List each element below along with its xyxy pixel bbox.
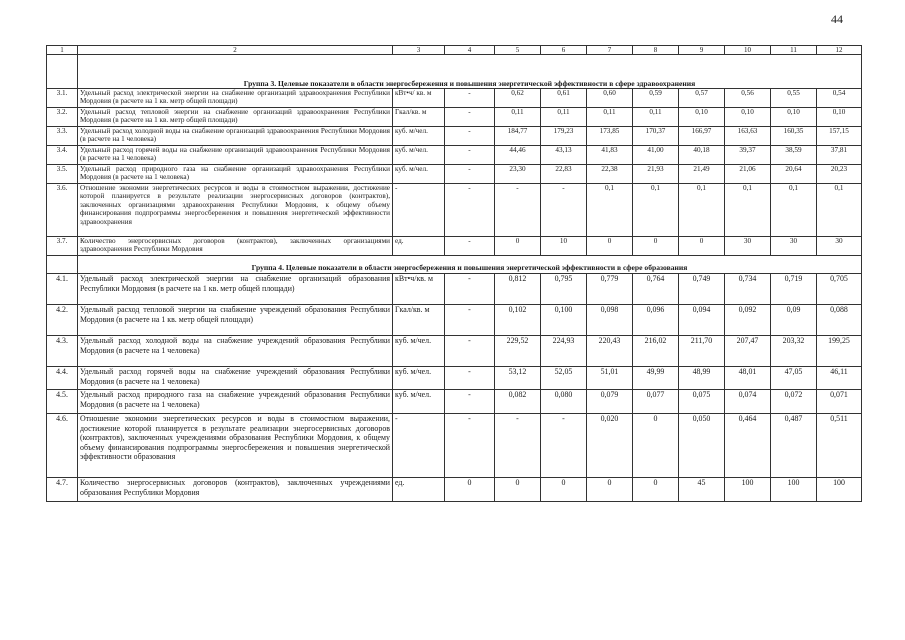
year-value: 0,734 <box>725 274 771 305</box>
year-value: 0,1 <box>771 184 817 237</box>
base-value: 0 <box>445 478 495 502</box>
year-value: 0,088 <box>817 305 862 336</box>
base-value: - <box>445 237 495 256</box>
row-number: 4.3. <box>47 336 78 367</box>
row-number: 4.1. <box>47 274 78 305</box>
year-value: 30 <box>771 237 817 256</box>
indicator-description: Количество энергосервисных договоров (контрактов), заключенных учреждениями образования Республики Мордовия <box>78 478 393 502</box>
year-value: 39,37 <box>725 146 771 165</box>
indicator-description: Удельный расход горячей воды на снабжение организаций здравоохранения Республики Мордовия (в расчете на 1 человека) <box>78 146 393 165</box>
year-value: 21,93 <box>633 165 679 184</box>
indicator-description: Удельный расход природного газа на снабжение организаций здравоохранения Республики Мордовия (в расчете на 1 человека) <box>78 165 393 184</box>
year-value: 0 <box>587 478 633 502</box>
year-value: 20,23 <box>817 165 862 184</box>
indicator-description: Удельный расход тепловой энергии на снабжение организаций здравоохранения Республики Мордовия (в расчете на 1 кв. метр общей площади) <box>78 108 393 127</box>
unit-of-measure: кВт•ч/кв. м <box>393 274 445 305</box>
year-value: 0,1 <box>817 184 862 237</box>
year-value: 0,60 <box>587 89 633 108</box>
indicator-description: Отношение экономии энергетических ресурсов и воды в стоимостном выражении, достижение которой планируется в результате реализации энергосервисных договоров (контрактов), заключенных учреждениями образования Республики Мордовия, к общему объему финансирования подпрограммы энергосбережения и повышения энергетической эффективности образования <box>78 414 393 478</box>
year-value: 0,749 <box>679 274 725 305</box>
indicator-description: Количество энергосервисных договоров (контрактов), заключенных организациями здравоохранения Республики Мордовия <box>78 237 393 256</box>
column-number: 2 <box>78 46 393 55</box>
column-number: 9 <box>679 46 725 55</box>
group-title: Группа 3. Целевые показатели в области энергосбережения и повышения энергетической эффективности в сфере здравоохранения <box>78 55 862 89</box>
year-value: 22,38 <box>587 165 633 184</box>
year-value: 0,719 <box>771 274 817 305</box>
year-value: 179,23 <box>541 127 587 146</box>
year-value: 100 <box>817 478 862 502</box>
indicator-description: Удельный расход холодной воды на снабжение учреждений образования Республики Мордовия (в расчете на 1 человека) <box>78 336 393 367</box>
year-value: 0,020 <box>587 414 633 478</box>
year-value: 0,11 <box>541 108 587 127</box>
year-value: - <box>541 184 587 237</box>
column-number: 1 <box>47 46 78 55</box>
table-row <box>47 184 862 237</box>
indicator-description: Удельный расход электрической энергии на снабжение организаций здравоохранения Республики Мордовия (в расчете на 1 кв. метр общей площади) <box>78 89 393 108</box>
table-row <box>47 414 862 478</box>
year-value: 0,10 <box>725 108 771 127</box>
group-title-row <box>47 55 862 89</box>
column-number: 4 <box>445 46 495 55</box>
row-number: 4.4. <box>47 367 78 390</box>
column-number: 3 <box>393 46 445 55</box>
year-value: 30 <box>817 237 862 256</box>
year-value: 22,83 <box>541 165 587 184</box>
year-value: 0,57 <box>679 89 725 108</box>
year-value: 224,93 <box>541 336 587 367</box>
unit-of-measure: - <box>393 414 445 478</box>
year-value: 0,071 <box>817 390 862 414</box>
year-value: 49,99 <box>633 367 679 390</box>
year-value: 0,56 <box>725 89 771 108</box>
table-row <box>47 108 862 127</box>
column-number-row <box>47 46 862 55</box>
year-value: 0,074 <box>725 390 771 414</box>
unit-of-measure: куб. м/чел. <box>393 165 445 184</box>
year-value: 21,49 <box>679 165 725 184</box>
table-row <box>47 336 862 367</box>
year-value: 0,59 <box>633 89 679 108</box>
year-value: 0,096 <box>633 305 679 336</box>
year-value: 23,30 <box>495 165 541 184</box>
table-row <box>47 274 862 305</box>
table-row <box>47 146 862 165</box>
base-value: - <box>445 274 495 305</box>
table-row <box>47 127 862 146</box>
table-row <box>47 305 862 336</box>
year-value: 41,00 <box>633 146 679 165</box>
year-value: 100 <box>771 478 817 502</box>
year-value: 0,62 <box>495 89 541 108</box>
year-value: 37,81 <box>817 146 862 165</box>
year-value: 0,812 <box>495 274 541 305</box>
year-value: 0,464 <box>725 414 771 478</box>
year-value: - <box>541 414 587 478</box>
year-value: 160,35 <box>771 127 817 146</box>
indicator-description: Удельный расход природного газа на снабжение учреждений образования Республики Мордовия (в расчете на 1 человека) <box>78 390 393 414</box>
column-number: 6 <box>541 46 587 55</box>
year-value: 46,11 <box>817 367 862 390</box>
year-value: 0 <box>541 478 587 502</box>
column-number: 8 <box>633 46 679 55</box>
base-value: - <box>445 127 495 146</box>
column-number: 12 <box>817 46 862 55</box>
row-number: 3.5. <box>47 165 78 184</box>
year-value: 0,075 <box>679 390 725 414</box>
indicator-description: Отношение экономии энергетических ресурсов и воды в стоимостном выражении, достижение которой планируется в результате реализации энергосервисных договоров (контрактов), заключенных организациями здравоохранения Республики Мордовия, к общему объему финансирования подпрограммы энергосбережения и повышения энергетической эффективности здравоохранения <box>78 184 393 237</box>
unit-of-measure: ед. <box>393 478 445 502</box>
year-value: 0,050 <box>679 414 725 478</box>
year-value: 220,43 <box>587 336 633 367</box>
group-title-row <box>47 256 862 274</box>
year-value: 0 <box>679 237 725 256</box>
year-value: - <box>495 184 541 237</box>
column-number: 7 <box>587 46 633 55</box>
unit-of-measure: кВт•ч/ кв. м <box>393 89 445 108</box>
year-value: 0,1 <box>679 184 725 237</box>
row-number: 3.4. <box>47 146 78 165</box>
year-value: 0,094 <box>679 305 725 336</box>
unit-of-measure: Гкал/кв. м <box>393 305 445 336</box>
year-value: 163,63 <box>725 127 771 146</box>
year-value: 48,01 <box>725 367 771 390</box>
year-value: 0,079 <box>587 390 633 414</box>
year-value: 0,1 <box>725 184 771 237</box>
year-value: 0,705 <box>817 274 862 305</box>
column-number: 5 <box>495 46 541 55</box>
year-value: 207,47 <box>725 336 771 367</box>
year-value: 100 <box>725 478 771 502</box>
unit-of-measure: куб. м/чел. <box>393 127 445 146</box>
year-value: 48,99 <box>679 367 725 390</box>
row-number: 3.7. <box>47 237 78 256</box>
row-number: 3.6. <box>47 184 78 237</box>
year-value: 43,13 <box>541 146 587 165</box>
table-row <box>47 165 862 184</box>
indicator-description: Удельный расход тепловой энергии на снабжение учреждений образования Республики Мордовия (в расчете на 1 кв. метр общей площади) <box>78 305 393 336</box>
year-value: 10 <box>541 237 587 256</box>
year-value: 0,10 <box>679 108 725 127</box>
column-number: 11 <box>771 46 817 55</box>
base-value: - <box>445 305 495 336</box>
group-title: Группа 4. Целевые показатели в области энергосбережения и повышения энергетической эффективности в сфере образования <box>78 256 862 274</box>
year-value: 166,97 <box>679 127 725 146</box>
year-value: 0,487 <box>771 414 817 478</box>
unit-of-measure: куб. м/чел. <box>393 336 445 367</box>
year-value: 30 <box>725 237 771 256</box>
base-value: - <box>445 89 495 108</box>
row-number: 3.1. <box>47 89 78 108</box>
row-number: 4.5. <box>47 390 78 414</box>
year-value: 0,61 <box>541 89 587 108</box>
year-value: 0,779 <box>587 274 633 305</box>
year-value: 0,54 <box>817 89 862 108</box>
row-number: 4.6. <box>47 414 78 478</box>
unit-of-measure: Гкал/кв. м <box>393 108 445 127</box>
unit-of-measure: куб. м/чел. <box>393 146 445 165</box>
year-value: 20,64 <box>771 165 817 184</box>
year-value: 0,1 <box>587 184 633 237</box>
row-number: 4.2. <box>47 305 78 336</box>
year-value: 0 <box>495 237 541 256</box>
year-value: 0,092 <box>725 305 771 336</box>
year-value: 199,25 <box>817 336 862 367</box>
year-value: 0,072 <box>771 390 817 414</box>
year-value: 0,10 <box>817 108 862 127</box>
base-value: - <box>445 108 495 127</box>
year-value: 0,077 <box>633 390 679 414</box>
column-number: 10 <box>725 46 771 55</box>
base-value: - <box>445 146 495 165</box>
year-value: 51,01 <box>587 367 633 390</box>
year-value: 0,080 <box>541 390 587 414</box>
year-value: 38,59 <box>771 146 817 165</box>
table-row <box>47 390 862 414</box>
year-value: 0,082 <box>495 390 541 414</box>
row-number: 3.3. <box>47 127 78 146</box>
year-value: 45 <box>679 478 725 502</box>
table-row <box>47 237 862 256</box>
base-value: - <box>445 336 495 367</box>
row-number: 4.7. <box>47 478 78 502</box>
year-value: 0 <box>633 237 679 256</box>
year-value: 47,05 <box>771 367 817 390</box>
page-number: 44 <box>831 12 843 26</box>
year-value: 229,52 <box>495 336 541 367</box>
indicator-description: Удельный расход холодной воды на снабжение организаций здравоохранения Республики Мордовия (в расчете на 1 человека) <box>78 127 393 146</box>
year-value: 44,46 <box>495 146 541 165</box>
indicators-table <box>46 45 862 502</box>
year-value: 0,100 <box>541 305 587 336</box>
year-value: 0,55 <box>771 89 817 108</box>
year-value: 52,05 <box>541 367 587 390</box>
year-value: 0,102 <box>495 305 541 336</box>
table-row <box>47 478 862 502</box>
indicator-description: Удельный расход электрической энергии на снабжение организаций образования Республики Мордовия (в расчете на 1 кв. метр общей площади) <box>78 274 393 305</box>
year-value: 0,09 <box>771 305 817 336</box>
unit-of-measure: - <box>393 184 445 237</box>
indicator-description: Удельный расход горячей воды на снабжение учреждений образования Республики Мордовия (в расчете на 1 человека) <box>78 367 393 390</box>
base-value: - <box>445 414 495 478</box>
year-value: 203,32 <box>771 336 817 367</box>
table-row <box>47 89 862 108</box>
year-value: 0,1 <box>633 184 679 237</box>
year-value: 0,795 <box>541 274 587 305</box>
year-value: 0 <box>495 478 541 502</box>
year-value: 0,511 <box>817 414 862 478</box>
table-row <box>47 367 862 390</box>
year-value: 0 <box>587 237 633 256</box>
year-value: 53,12 <box>495 367 541 390</box>
year-value: 0,11 <box>633 108 679 127</box>
year-value: 41,83 <box>587 146 633 165</box>
year-value: 0,10 <box>771 108 817 127</box>
year-value: 40,18 <box>679 146 725 165</box>
year-value: 170,37 <box>633 127 679 146</box>
year-value: 0,11 <box>495 108 541 127</box>
year-value: 0 <box>633 478 679 502</box>
unit-of-measure: куб. м/чел. <box>393 367 445 390</box>
year-value: 0,11 <box>587 108 633 127</box>
base-value: - <box>445 165 495 184</box>
base-value: - <box>445 184 495 237</box>
year-value: 216,02 <box>633 336 679 367</box>
year-value: 211,70 <box>679 336 725 367</box>
base-value: - <box>445 367 495 390</box>
year-value: 173,85 <box>587 127 633 146</box>
base-value: - <box>445 390 495 414</box>
year-value: - <box>495 414 541 478</box>
year-value: 0 <box>633 414 679 478</box>
year-value: 0,764 <box>633 274 679 305</box>
year-value: 0,098 <box>587 305 633 336</box>
year-value: 21,06 <box>725 165 771 184</box>
row-number: 3.2. <box>47 108 78 127</box>
year-value: 184,77 <box>495 127 541 146</box>
unit-of-measure: куб. м/чел. <box>393 390 445 414</box>
unit-of-measure: ед. <box>393 237 445 256</box>
year-value: 157,15 <box>817 127 862 146</box>
